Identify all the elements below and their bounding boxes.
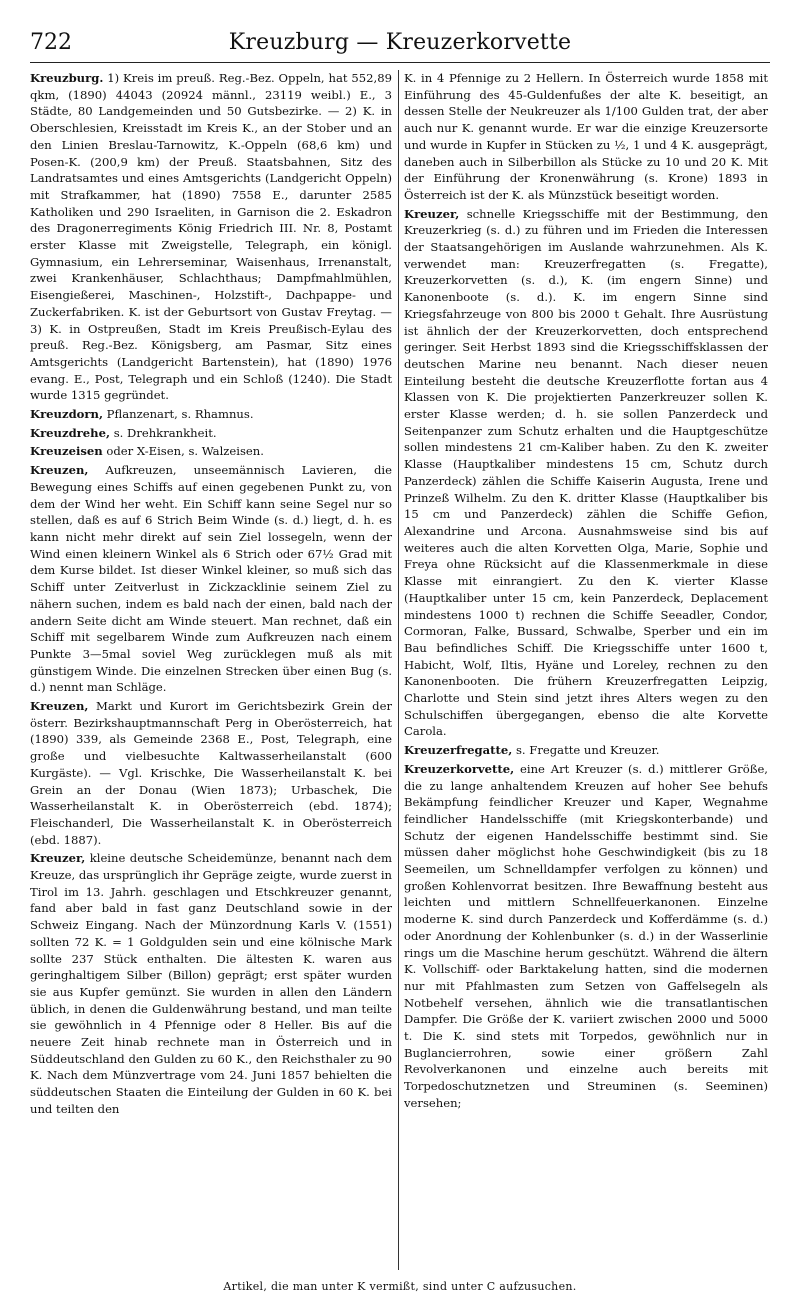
entry-text: s. Drehkrankheit. — [110, 425, 217, 440]
entry-headword: Kreuzeisen — [30, 444, 103, 459]
dictionary-entry — [30, 425, 392, 442]
entry-text: oder X-Eisen, s. Walzeisen. — [102, 444, 264, 459]
dictionary-entry — [404, 70, 768, 204]
left-column — [30, 70, 392, 1275]
entry-text: kleine deutsche Scheidemünze, benannt nach dem Kreuze, das ursprünglich ihr Gepräge zeigte, wurde zuerst in Tirol im 13. Jahrh. geschlagen und Etschkreuzer genannt, fand aber bald in fast ganz Deutschland sowie in der Schweiz Eingang. Nach der Münzordnung Karls V. (1551) sollten 72 K. = 1 Goldgulden sein und eine kölnische Mark sollte 237 Stück enthalten. Die ältesten K. waren aus geringhaltigem Silber (Billon) geprägt; erst später wurden sie aus Kupfer gemünzt. Sie wurden in allen den Ländern üblich, in denen die Guldenwährung bestand, und man teilte sie gewöhnlich in 4 Pfennige oder 8 Heller. Bis auf die neuere Zeit hinab rechnete man in Österreich und in Süddeutschland den Gulden zu 60 K., den Reichsthaler zu 90 K. Nach dem Münzvertrage vom 24. Juni 1857 behielten die süddeutschen Staaten die Einteilung der Gulden in 60 K. bei und teilten den — [30, 851, 392, 1116]
dictionary-entry — [30, 406, 392, 423]
entry-headword: Kreuzerfregatte, — [404, 743, 513, 758]
entry-headword: Kreuzer, — [30, 851, 86, 866]
dictionary-entry — [30, 698, 392, 848]
entry-headword: Kreuzer, — [404, 206, 460, 221]
entry-text: schnelle Kriegsschiffe mit der Bestimmung, den Kreuzerkrieg (s. d.) zu führen und im Frieden die Interessen der Staatsangehörigen im Auslande wahrzunehmen. Als K. verwendet man: Kreuzerfregatten (s. Fregatte), Kreuzerkorvetten (s. d.), K. (im engern Sinne) und Kanonenboote (s. d.). K. im engern Sinne sind Kriegsfahrzeuge von 800 bis 2000 t Gehalt. Ihre Ausrüstung ist ähnlich der der Kreuzerkorvetten, doch entsprechend geringer. Seit Herbst 1893 sind die Kriegsschiffsklassen der deutschen Marine neu benannt. Nach dieser neuen Einteilung besteht die deutsche Kreuzerflotte fortan aus 4 Klassen von K. Die projektierten Panzerkreuzer sollen K. erster Klasse werden; d. h. sie sollen Panzerdeck und Seitenpanzer zum Schutz erhalten und die Hauptgeschütze sollen mindestens 21 cm-Kaliber haben. Zu den K. zweiter Klasse (Hauptkaliber mindestens 15 cm, Schutz durch Panzerdeck) zählen die Schiffe Kaiserin Augusta, Irene und Prinzeß Wilhelm. Zu den K. dritter Klasse (Hauptkaliber bis 15 cm und Panzerdeck) zählen die Schiffe Gefion, Alexandrine und Arcona. Ausnahmsweise sind bis auf weiteres auch die alten Korvetten Olga, Marie, Sophie und Freya ohne Rücksicht auf die Klassenmerkmale in diese Klasse mit einrangiert. Zu den K. vierter Klasse (Hauptkaliber unter 15 cm, kein Panzerdeck, Deplacement mindestens 1000 t) rechnen die Schiffe Seeadler, Condor, Cormoran, Falke, Bussard, Schwalbe, Sperber und ein im Bau befindliches Schiff. Die Kriegsschiffe unter 1600 t, Habicht, Wolf, Iltis, Hyäne und Loreley, rechnen zu den Kanonenbooten. Die frühern Kreuzerfregatten Leipzig, Charlotte und Stein sind jetzt ihres Alters wegen zu den Schulschiffen übergegangen, ebenso die alte Korvette Carola. — [404, 206, 768, 739]
entry-text: 1) Kreis im preuß. Reg.-Bez. Oppeln, hat 552,89 qkm, (1890) 44043 (20924 männl., 23119 weibl.) E., 3 Städte, 80 Landgemeinden und 50 Gutsbezirke. — 2) K. in Oberschlesien, Kreisstadt im Kreis K., an der Stober und an den Linien Breslau-Tarnowitz, K.-Oppeln (68,6 km) und Posen-K. (200,9 km) der Preuß. Staatsbahnen, Sitz des Landratsamtes und eines Amtsgerichts (Landgericht Oppeln) mit Strafkammer, hat (1890) 7558 E., darunter 2585 Katholiken und 290 Israeliten, in Garnison die 2. Eskadron des Dragonerregiments König Friedrich III. Nr. 8, Postamt erster Klasse mit Zweigstelle, Telegraph, ein königl. Gymnasium, ein Lehrerseminar, Waisenhaus, Irrenanstalt, zwei Krankenhäuser, Schlachthaus; Dampfmahlmühlen, Eisengießerei, Maschinen-, Holzstift-, Dachpappe- und Zuckerfabriken. K. ist der Geburtsort von Gustav Freytag. — 3) K. in Ostpreußen, Stadt im Kreis Preußisch-Eylau des preuß. Reg.-Bez. Königsberg, am Pasmar, Sitz eines Amtsgerichts (Landgericht Bartenstein), hat (1890) 1976 evang. E., Post, Telegraph und ein Schloß (1240). Die Stadt wurde 1315 gegründet. — [30, 71, 392, 403]
entry-text: eine Art Kreuzer (s. d.) mittlerer Größe, die zu lange anhaltendem Kreuzen auf hoher See behufs Bekämpfung feindlicher Kreuzer und Kaper, Wegnahme feindlicher Handelsschiffe (mit Kriegskonterbande) und Schutz der eigenen Handelsschiffe bestimmt sind. Sie müssen daher möglichst hohe Geschwindigkeit (bis zu 18 Seemeilen, um Schnelldampfer verfolgen zu können) und großen Kohlenvorrat besitzen. Ihre Bewaffnung besteht aus leichten und mittlern Schnellfeuerkanonen. Einzelne moderne K. sind durch Panzerdeck und Kofferdämme (s. d.) oder Anordnung der Kohlenbunker (s. d.) in der Wasserlinie rings um die Maschine herum geschützt. Während die ältern K. Vollschiff- oder Barktakelung hatten, sind die modernen nur mit Pfahlmasten zum Setzen von Gaffelsegeln als Notbehelf versehen, ähnlich wie die transatlantischen Dampfer. Die Größe der K. variiert zwischen 2000 und 5000 t. Die K. sind stets mit Torpedos, gewöhnlich nur in Buglancierrohren, sowie einer größern Zahl Revolverkanonen und einzelne auch bereits mit Torpedoschutznetzen und Streuminen (s. Seeminen) versehen; — [404, 761, 768, 1110]
entry-text: Aufkreuzen, unseemännisch Lavieren, die Bewegung eines Schiffs auf einen gegebenen Punkt zu, von dem der Wind her weht. Ein Schiff kann seine Segel nur so stellen, daß es auf 6 Strich Beim Winde (s. d.) liegt, d. h. es kann nicht mehr direkt auf sein Ziel lossegeln, wenn der Wind einen kleinern Winkel als 6 Strich oder 67½ Grad mit dem Kurse bildet. Ist dieser Winkel kleiner, so muß sich das Schiff unter Zeitverlust in Zickzacklinie seinem Ziel zu nähern suchen, indem es bald nach der einen, bald nach der andern Seite dicht am Winde steuert. Man rechnet, daß ein Schiff mit segelbarem Winde zum Aufkreuzen nach einem Punkte 3—5mal soviel Weg zurücklegen muß als mit günstigem Winde. Die einzelnen Strecken über einen Bug (s. d.) nennt man Schläge. — [30, 463, 392, 695]
entry-headword: Kreuzen, — [30, 699, 89, 714]
footer-note: Artikel, die man unter K vermißt, sind unter C aufzusuchen. — [223, 1280, 577, 1293]
entry-text: K. in 4 Pfennige zu 2 Hellern. In Österreich wurde 1858 mit Einführung des 45-Guldenfußes der alte K. beseitigt, an dessen Stelle der Neukreuzer als 1/100 Gulden trat, der aber auch nur K. genannt wurde. Er war die einzige Kreuzersorte und wurde in Kupfer in Stücken zu ½, 1 und 4 K. ausgeprägt, daneben auch in Silberbillon als Stücke zu 10 und 20 K. Mit der Einführung der Kronenwährung (s. Krone) 1893 in Österreich ist der K. als Münzstück beseitigt worden. — [404, 71, 768, 202]
entry-headword: Kreuzburg. — [30, 71, 104, 85]
entry-headword: Kreuzdrehe, — [30, 425, 111, 440]
entry-headword: Kreuzen, — [30, 463, 89, 478]
column-divider — [398, 70, 399, 1270]
page-header — [30, 28, 770, 58]
dictionary-entry — [404, 742, 768, 759]
entry-headword: Kreuzdorn, — [30, 407, 103, 422]
page-number: 722 — [30, 30, 72, 55]
dictionary-entry — [404, 206, 768, 741]
entry-text: Pflanzenart, s. Rhamnus. — [103, 407, 254, 422]
entry-text: s. Fregatte und Kreuzer. — [512, 743, 660, 758]
entry-text: Markt und Kurort im Gerichtsbezirk Grein der österr. Bezirkshauptmannschaft Perg in Oberösterreich, hat (1890) 339, als Gemeinde 2368 E., Post, Telegraph, eine große und vielbesuchte Kaltwasserheilanstalt (600 Kurgäste). — Vgl. Krischke, Die Wasserheilanstalt K. bei Grein an der Donau (Wien 1873); Urbaschek, Die Wasserheilanstalt K. in Oberösterreich (ebd. 1874); Fleischanderl, Die Wasserheilanstalt K. in Oberösterreich (ebd. 1887). — [30, 699, 392, 847]
dictionary-entry — [30, 70, 392, 404]
entry-headword: Kreuzerkorvette, — [404, 761, 515, 776]
dictionary-entry — [30, 443, 392, 460]
running-title: Kreuzburg — Kreuzerkorvette — [228, 30, 572, 55]
dictionary-entry — [30, 850, 392, 1117]
dictionary-entry — [30, 462, 392, 696]
right-column — [404, 70, 768, 1275]
dictionary-entry — [404, 761, 768, 1112]
header-rule — [30, 62, 770, 63]
